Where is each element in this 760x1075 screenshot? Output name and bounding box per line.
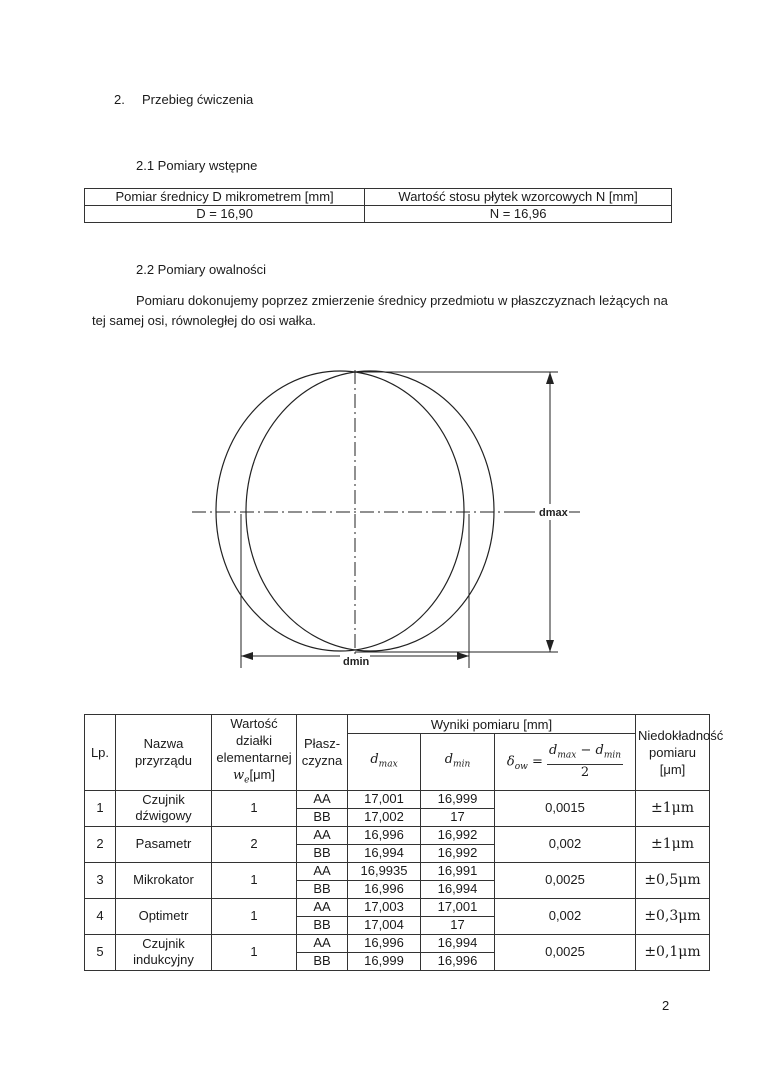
header-gauge-blocks: Wartość stosu płytek wzorcowych N [mm] (365, 189, 672, 206)
dmin-label: dmin (343, 656, 370, 668)
row1-bb-dmin: 17 (421, 808, 495, 826)
row4-lp: 4 (85, 898, 116, 934)
header-micrometer: Pomiar średnicy D mikrometrem [mm] (85, 189, 365, 206)
row1-aa-dmin: 16,999 (421, 790, 495, 808)
left-circle (216, 371, 464, 651)
row5-we: 1 (212, 934, 297, 970)
initial-measurements-table (84, 188, 672, 223)
row2-bb-dmin: 16,992 (421, 844, 495, 862)
value-d: D = 16,90 (85, 206, 365, 223)
row5-plane-aa: AA (297, 934, 348, 952)
dmax-label: dmax (539, 507, 568, 519)
dmin-arrow-right (457, 652, 469, 660)
row3-plane-bb: BB (297, 880, 348, 898)
row4-aa-dmin: 17,001 (421, 898, 495, 916)
section-heading (114, 92, 253, 107)
row4-name: Optimetr (116, 898, 212, 934)
ovality-diagram (190, 364, 590, 674)
dmin-arrow-left (241, 652, 253, 660)
section-title: Przebieg ćwiczenia (142, 92, 254, 107)
header-inaccuracy: Niedokładność pomiaru [μm] (636, 715, 710, 791)
row1-inaccuracy: ±1μm (636, 790, 710, 826)
dmax-arrow-top (546, 372, 554, 384)
header-delta-formula: $\delta_{ow}$ = $\frac{d_{max} - d_{min}}{2}$ (495, 734, 636, 790)
row1-lp: 1 (85, 790, 116, 826)
row1-we: 1 (212, 790, 297, 826)
row2-aa-dmax: 16,996 (348, 826, 421, 844)
row3-bb-dmin: 16,994 (421, 880, 495, 898)
row3-we: 1 (212, 862, 297, 898)
row5-inaccuracy: ±0,1μm (636, 934, 710, 970)
header-instrument-name: Nazwa przyrządu (116, 715, 212, 791)
header-dmax: $d_{max}$ (348, 734, 421, 790)
header-results: Wyniki pomiaru [mm] (348, 715, 636, 734)
row5-delta: 0,0025 (495, 934, 636, 970)
row3-aa-dmin: 16,991 (421, 862, 495, 880)
header-lp: Lp. (85, 715, 116, 791)
row3-bb-dmax: 16,996 (348, 880, 421, 898)
row3-lp: 3 (85, 862, 116, 898)
row3-delta: 0,0025 (495, 862, 636, 898)
row5-lp: 5 (85, 934, 116, 970)
header-scale-value (212, 715, 297, 791)
section-number: 2. (114, 92, 125, 107)
row1-delta: 0,0015 (495, 790, 636, 826)
row2-we: 2 (212, 826, 297, 862)
row1-plane-aa: AA (297, 790, 348, 808)
subsection-title-ovality: 2.2 Pomiary owalności (136, 262, 267, 277)
row4-inaccuracy: ±0,3μm (636, 898, 710, 934)
row2-plane-aa: AA (297, 826, 348, 844)
header-scale-unit: [μm] (249, 767, 275, 782)
row4-bb-dmin: 17 (421, 916, 495, 934)
row2-plane-bb: BB (297, 844, 348, 862)
dmax-arrow-bottom (546, 640, 554, 652)
row4-delta: 0,002 (495, 898, 636, 934)
ovality-results-table (84, 714, 724, 971)
row5-bb-dmin: 16,996 (421, 952, 495, 970)
row5-name: Czujnik indukcyjny (116, 934, 212, 970)
row4-plane-bb: BB (297, 916, 348, 934)
header-scale-value-text: Wartość działki elementarnej (216, 716, 292, 765)
row3-plane-aa: AA (297, 862, 348, 880)
row5-aa-dmin: 16,994 (421, 934, 495, 952)
row4-plane-aa: AA (297, 898, 348, 916)
value-n: N = 16,96 (365, 206, 672, 223)
right-circle (246, 371, 494, 651)
header-we-symbol: $w_e$ (232, 768, 250, 786)
row2-aa-dmin: 16,992 (421, 826, 495, 844)
row1-bb-dmax: 17,002 (348, 808, 421, 826)
row2-inaccuracy: ±1μm (636, 826, 710, 862)
row5-plane-bb: BB (297, 952, 348, 970)
row1-aa-dmax: 17,001 (348, 790, 421, 808)
subsection-title-initial: 2.1 Pomiary wstępne (136, 158, 258, 173)
row3-aa-dmax: 16,9935 (348, 862, 421, 880)
row2-lp: 2 (85, 826, 116, 862)
row3-name: Mikrokator (116, 862, 212, 898)
row5-aa-dmax: 16,996 (348, 934, 421, 952)
description-paragraph: Pomiaru dokonujemy poprzez zmierzenie średnicy przedmiotu w płaszczyznach leżących na tej samej osi, równoległej do osi wałka. (92, 293, 668, 328)
row4-we: 1 (212, 898, 297, 934)
row2-delta: 0,002 (495, 826, 636, 862)
row5-bb-dmax: 16,999 (348, 952, 421, 970)
row1-name: Czujnik dźwigowy (116, 790, 212, 826)
row1-plane-bb: BB (297, 808, 348, 826)
row4-aa-dmax: 17,003 (348, 898, 421, 916)
header-plane: Płasz-czyzna (297, 715, 348, 791)
row3-inaccuracy: ±0,5μm (636, 862, 710, 898)
row2-name: Pasametr (116, 826, 212, 862)
row4-bb-dmax: 17,004 (348, 916, 421, 934)
page-number: 2 (662, 998, 670, 1013)
row2-bb-dmax: 16,994 (348, 844, 421, 862)
header-dmin: $d_{min}$ (421, 734, 495, 790)
